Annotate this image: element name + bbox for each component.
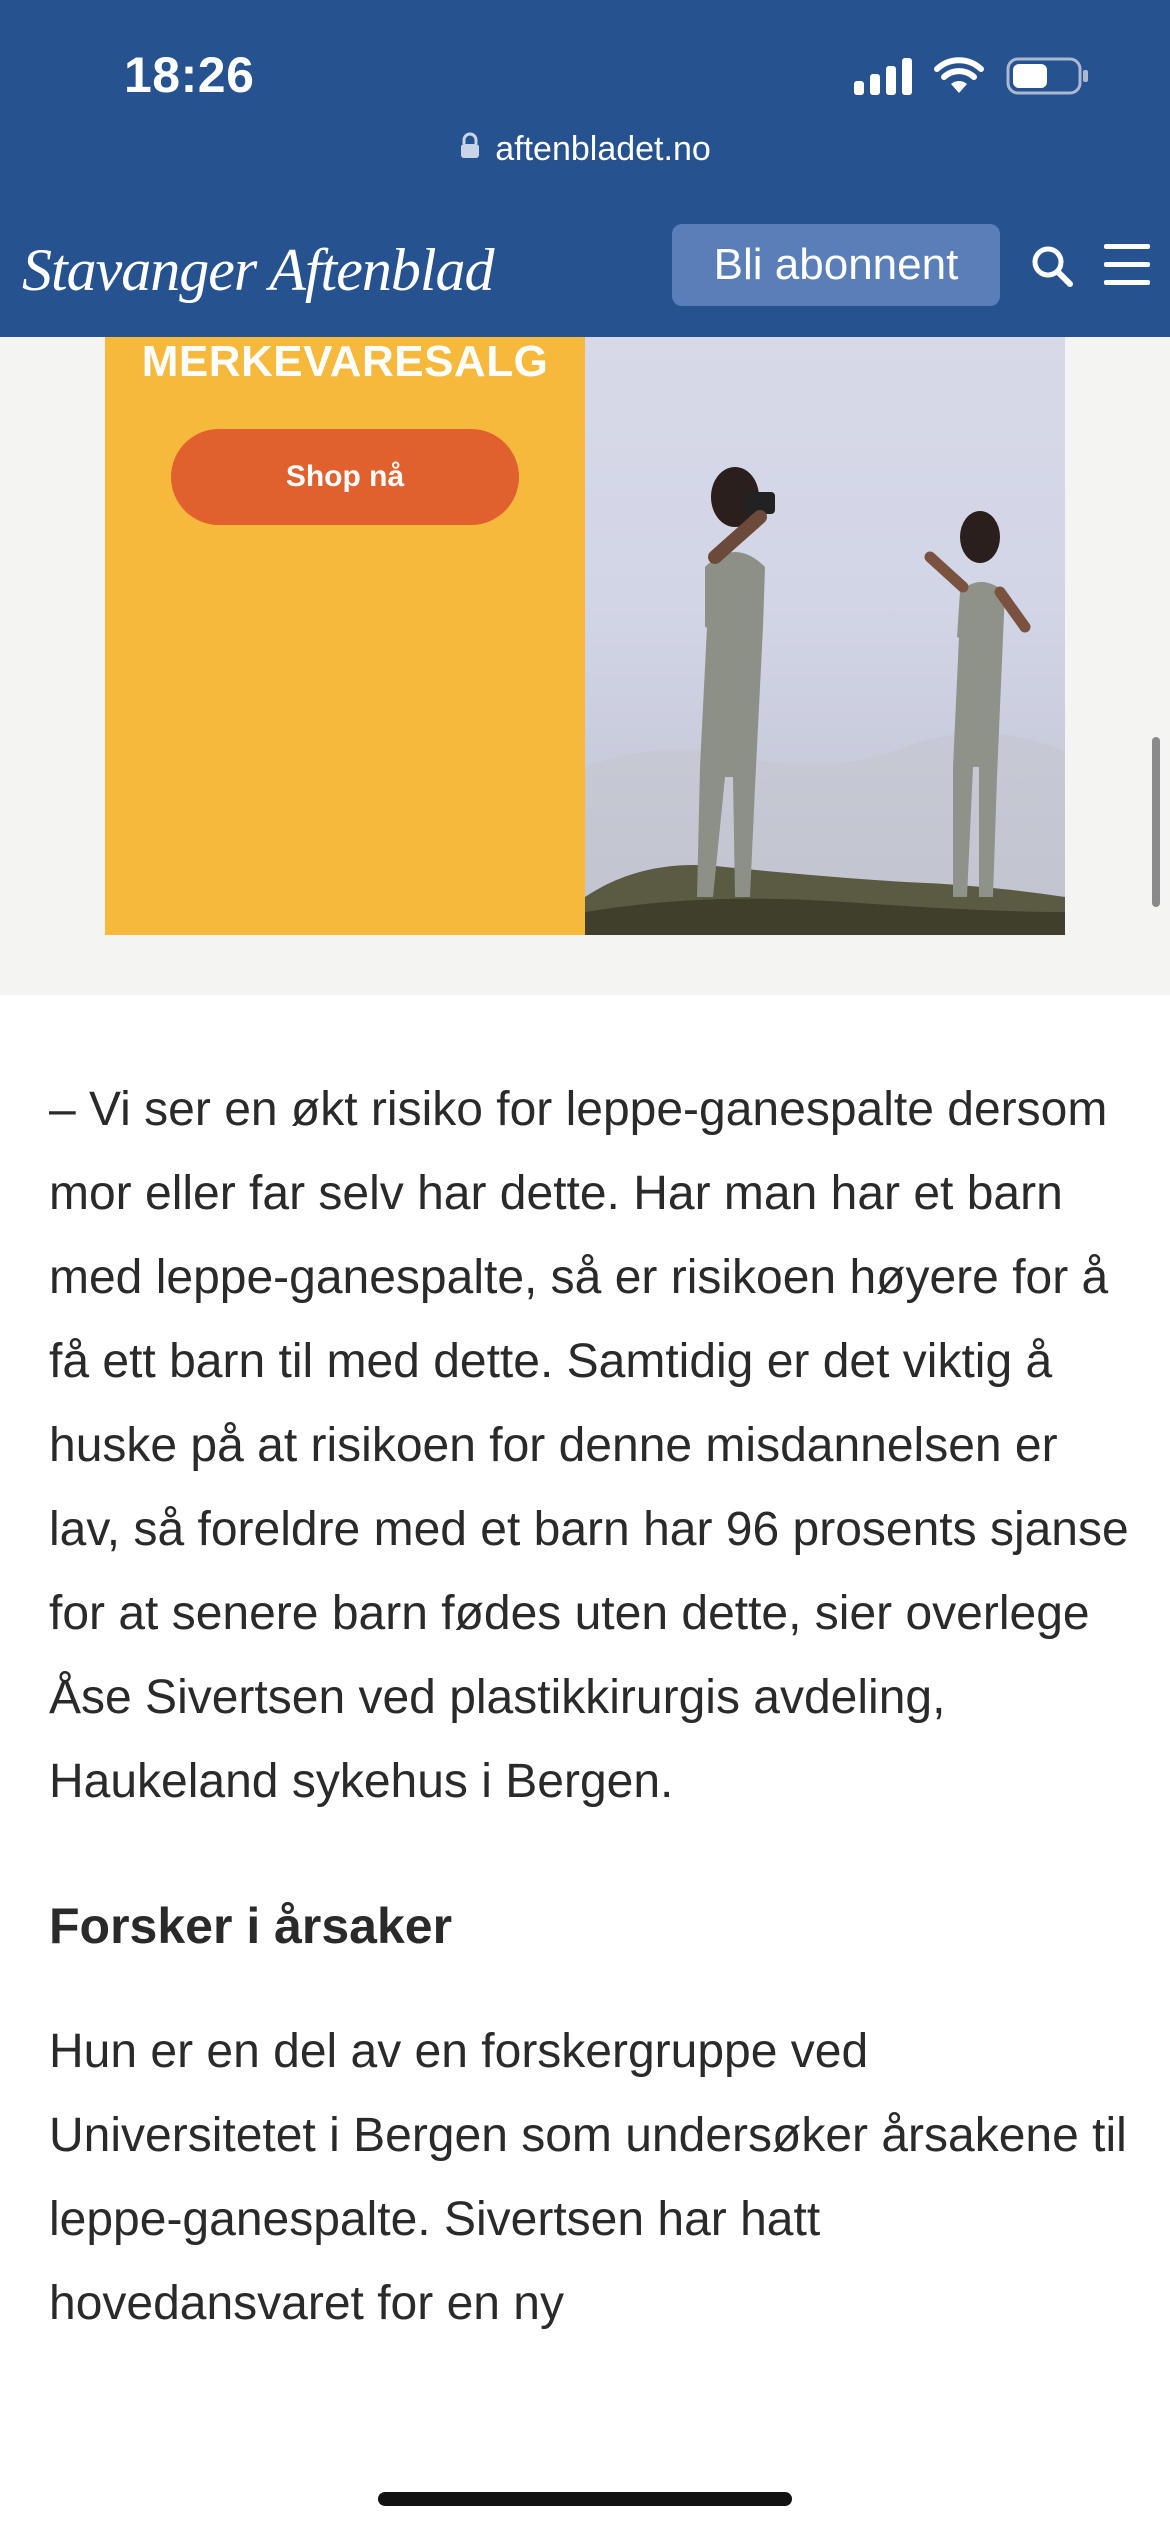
article-paragraph: Hun er en del av en forskergruppe ved Universitetet i Bergen som undersøker årsakene til leppe-ganespalte. Sivertsen har hatt hovedansvaret for en ny (49, 2025, 1127, 2330)
ad-image[interactable] (585, 337, 1065, 935)
wifi-icon (934, 57, 984, 95)
ad-panel[interactable] (105, 337, 585, 935)
address-bar[interactable] (0, 124, 1170, 174)
lock-icon (459, 130, 481, 169)
home-indicator[interactable] (378, 2492, 792, 2506)
search-icon[interactable] (1030, 244, 1074, 288)
top-chrome (0, 0, 1170, 337)
advertisement (0, 337, 1170, 995)
article-paragraph: – Vi ser en økt risiko for leppe-ganespalte dersom mor eller far selv har dette. Har man har et barn med leppe-ganespalte, så er risikoen høyere for å få ett barn til med dette. Samtidig er det viktig å huske på at risikoen for denne misdannelsen er lav, så foreldre med et barn har 96 prosents sjanse for at senere barn fødes uten dette, sier overlege Åse Sivertsen ved plastikkirurgis avdeling, Haukeland sykehus i Bergen. (49, 1083, 1129, 1808)
article-subheading: Forsker i årsaker (49, 1898, 453, 1954)
scrollbar[interactable] (1152, 737, 1160, 907)
article-body (49, 1068, 1129, 2346)
ad-headline: MERKEVARESALG (141, 337, 549, 386)
menu-icon[interactable] (1104, 244, 1150, 286)
cellular-signal-icon (854, 57, 912, 95)
site-logo[interactable]: Stavanger Aftenblad (22, 237, 494, 303)
subscribe-button[interactable]: Bli abonnent (672, 224, 1000, 306)
url-text: aftenbladet.no (495, 129, 711, 168)
battery-icon (1006, 56, 1090, 96)
ad-shop-button[interactable]: Shop nå (171, 429, 519, 525)
status-time: 18:26 (124, 47, 255, 103)
site-header (0, 210, 1170, 337)
status-icons (854, 54, 1090, 98)
